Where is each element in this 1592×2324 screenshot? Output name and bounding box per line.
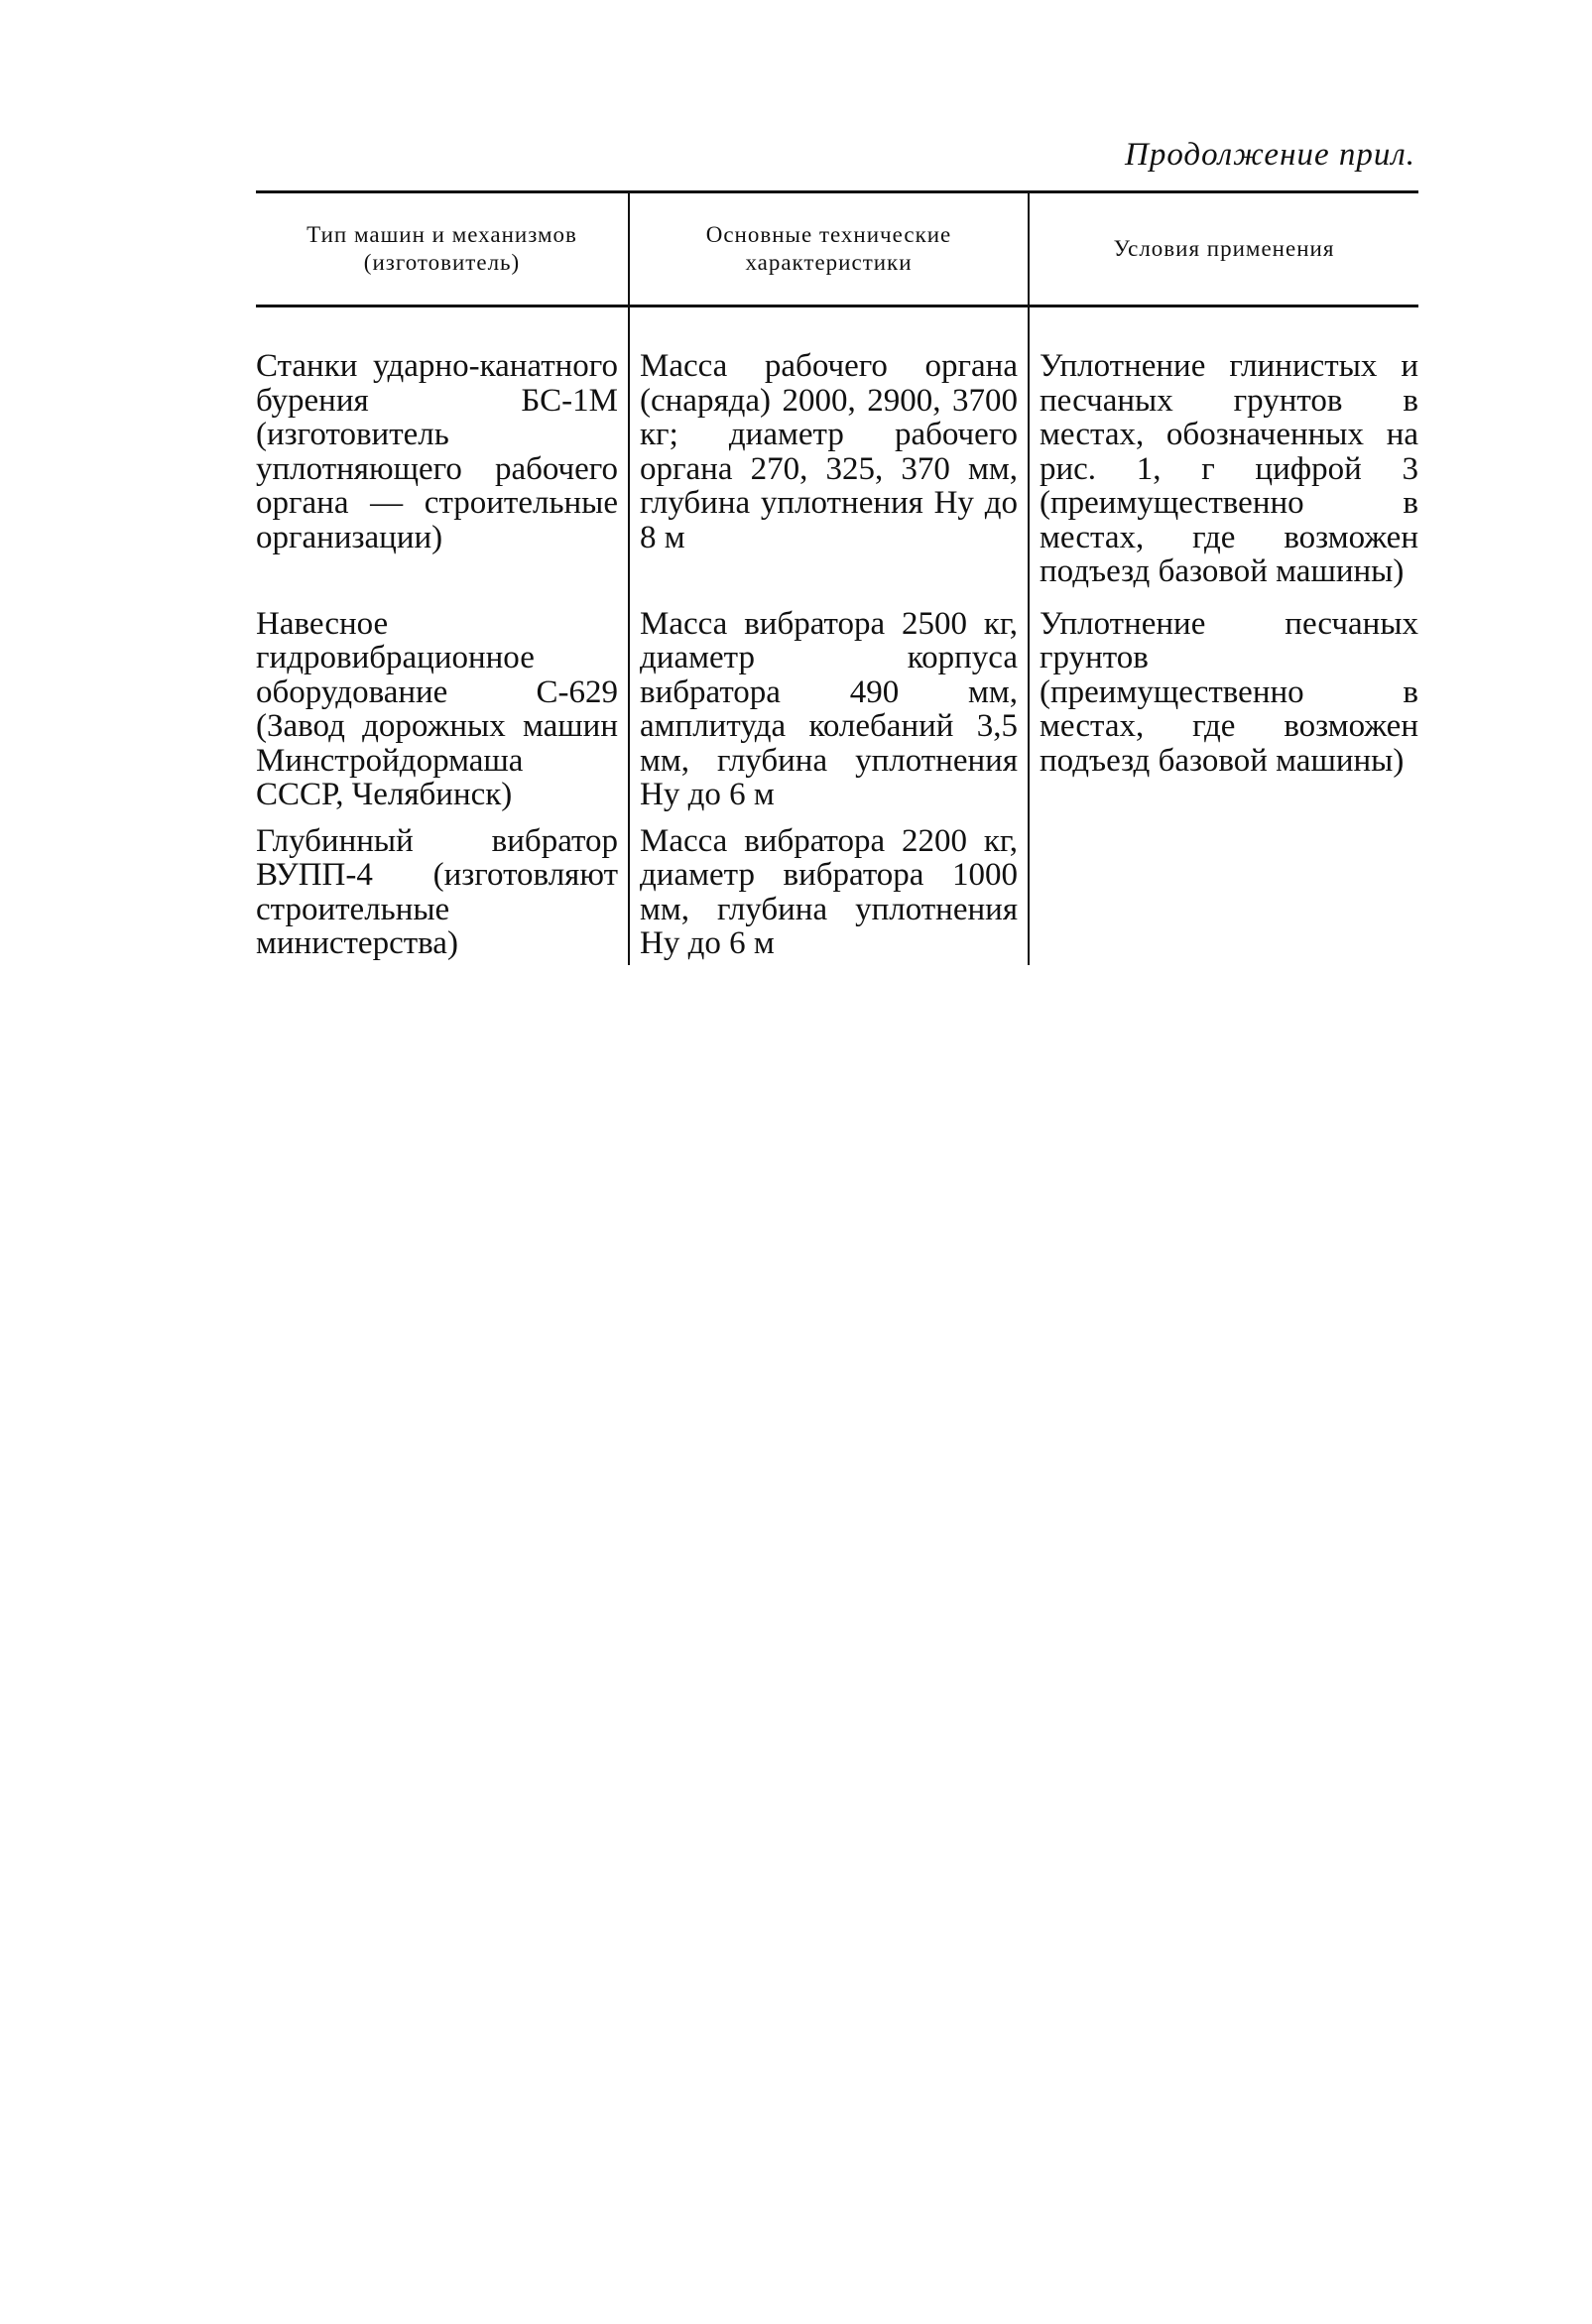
- machines-table: [256, 190, 1418, 965]
- header-specifications: Основные технические характеристики: [629, 192, 1029, 306]
- header-machine-type: Тип машин и механизмов (изготовитель): [256, 192, 629, 306]
- cell-specifications: Масса вибратора 2200 кг, диаметр вибратора 1000 мм, глубина уплотнения Hу до 6 м: [629, 824, 1029, 965]
- cell-usage-conditions: [1029, 824, 1418, 965]
- cell-machine-type: Станки ударно-канатного бурения БС-1М (изготовитель уплотняющего рабочего органа — строительные организации): [256, 348, 618, 555]
- cell-usage-conditions: Уплотнение глинистых и песчаных грунтов в местах, обозначенных на рис. 1, г цифрой 3 (преимущественно в местах, где возможен подъезд базовой машины): [1029, 306, 1418, 601]
- cell-specifications: Масса вибратора 2500 кг, диаметр корпуса вибратора 490 мм, амплитуда колебаний 3,5 мм, глубина уплотнения Hу до 6 м: [629, 601, 1029, 824]
- cell-specifications: Масса рабочего органа (снаряда) 2000, 2900, 3700 кг; диаметр рабочего органа 270, 325, 370 мм, глубина уплотнения Hу до 8 м: [629, 306, 1029, 601]
- cell-machine-type: Навесное гидровибрационное оборудование С-629 (Завод дорожных машин Минстройдормаша СССР, Челябинск): [256, 605, 618, 812]
- cell-usage-conditions: Уплотнение песчаных грунтов (преимущественно в местах, где возможен подъезд базовой машины): [1029, 601, 1418, 824]
- cell-machine-type: Глубинный вибратор ВУПП-4 (изготовляют строительные министерства): [256, 822, 618, 961]
- table-row: [256, 306, 1418, 601]
- appendix-table: [256, 190, 1418, 965]
- continuation-label: Продолжение прил.: [1125, 137, 1415, 173]
- table-row: [256, 824, 1418, 965]
- table-header-row: [256, 192, 1418, 306]
- table-row: [256, 601, 1418, 824]
- header-usage-conditions: Условия применения: [1029, 192, 1418, 306]
